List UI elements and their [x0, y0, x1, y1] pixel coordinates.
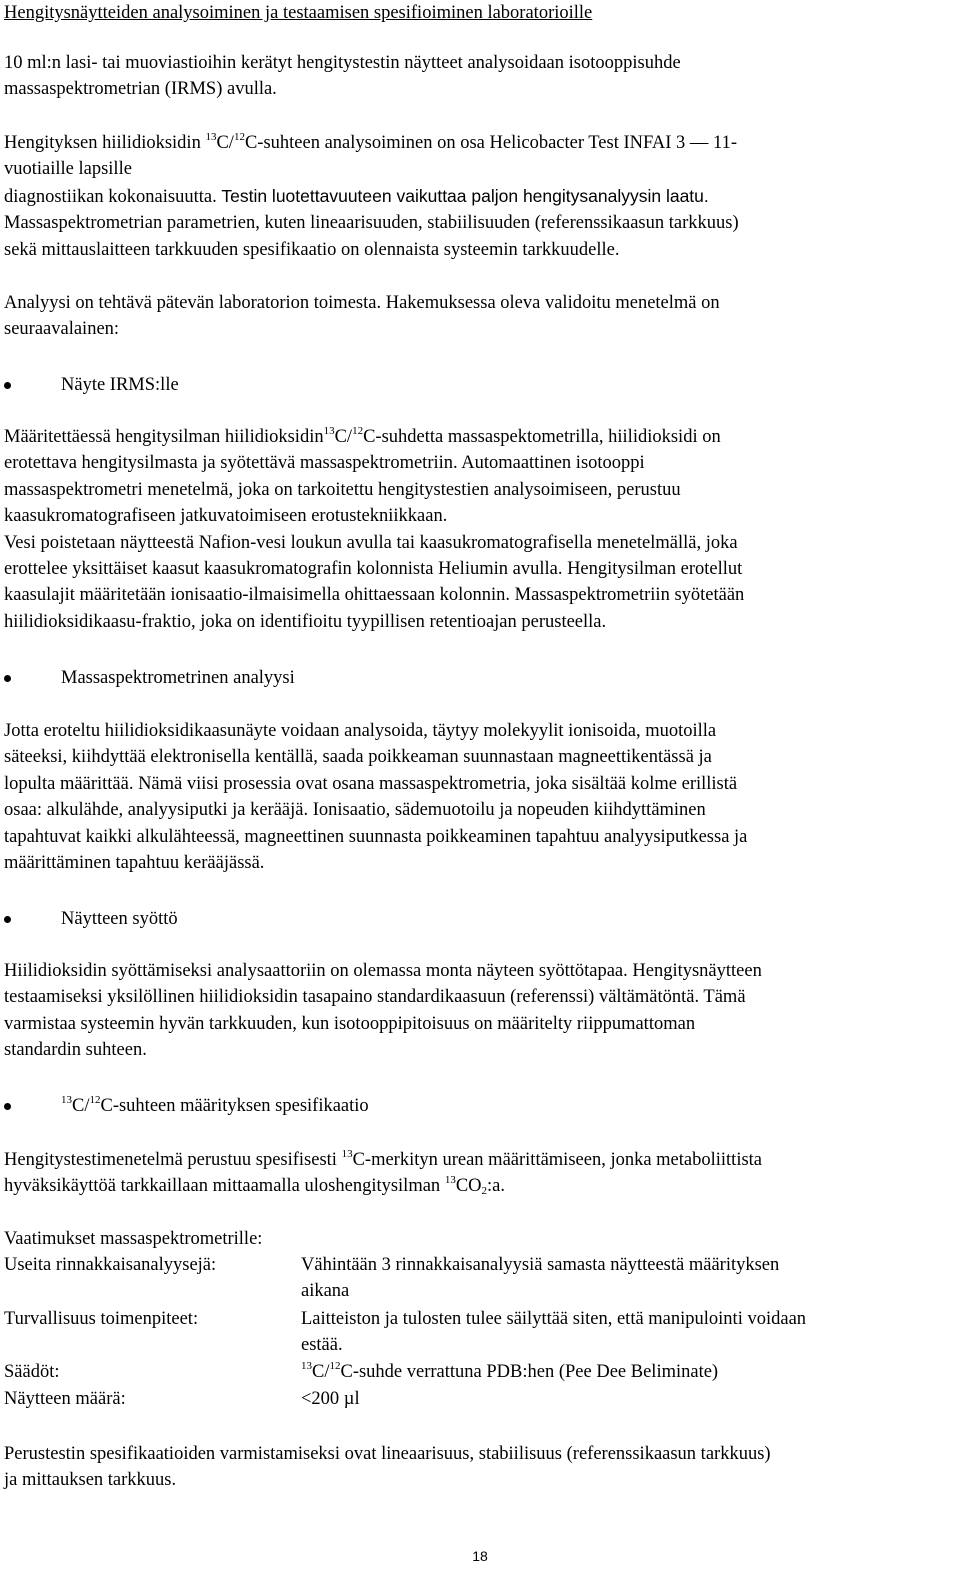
- text-fragment: C-suhdetta massaspektometrilla, hiilidioksidi on erotettava hengitysilmasta ja syötettävä massaspektrometriin. Automaattinen isotooppi massaspektrometri menetelmä, joka on tarkoitettu hengitystestien analysoimiseen, perustuu kaasukromatografiseen jatkuvatoimiseen erotustekniikkaan. Vesi poistetaan näytteestä Nafion-vesi loukun avulla tai kaasukromatografisella menetelmällä, joka erottelee yksittäiset kaasut kaasukromatografin kolonnista Heliumin avulla. Hengitysilman erotellut kaasulajit määritetään ionisaatio-ilmaisimella ohittaessaan kolonnin. Massaspektrometriin syötetään hiilidioksidikaasu-fraktio, joka on identifioitu tyypillisen retentioajan perusteella.: [4, 427, 745, 632]
- text-fragment: CO: [455, 1176, 482, 1197]
- superscript-13: 13: [444, 1174, 456, 1187]
- text-fragment: C-merkityn urean määrittämiseen, jonka metaboliittista hyväksikäyttöä tarkkaillaan mittaamalla uloshengitysilman: [4, 1150, 763, 1197]
- superscript-13: 13: [301, 1360, 312, 1372]
- paragraph-laboratory: Analyysi on tehtävä pätevän laboratorion toimesta. Hakemuksessa oleva validoitu menetelmä on seuraavalainen:: [4, 293, 720, 340]
- text-fragment: C/: [216, 133, 234, 153]
- requirement-value: Vähintään 3 rinnakkaisanalyysiä samasta näytteestä määrityksen aikana: [301, 1255, 780, 1302]
- paragraph-mass-spectrometry: Jotta eroteltu hiilidioksidikaasunäyte voidaan analysoida, täytyy molekyylit ionisoida, muotoilla säteeksi, kiihdyttää elektronisella kentällä, saada poikkeaman suunnastaan magneettikentässä ja lopulta määrittää. Nämä viisi prosessia ovat osana massaspektrometria, joka sisältää kolme erillistä osaa: alkulähde, analyysiputki ja kerääjä. Ionisaatio, sädemuotoilu ja nopeuden kiihdyttäminen tapahtuvat kaikki alkulähteessä, magneettinen suunnasta poikkeaminen tapahtuu analyysiputkessa ja määrittäminen tapahtuu kerääjässä.: [4, 721, 748, 874]
- text-fragment: Hengityksen hiilidioksidin: [4, 133, 206, 153]
- text-fragment: :a.: [487, 1176, 505, 1197]
- text-fragment: C/: [334, 427, 353, 447]
- bullet-icon: [4, 382, 11, 389]
- requirement-key: Näytteen määrä:: [4, 1389, 126, 1409]
- requirements-heading: Vaatimukset massaspektrometrille:: [4, 1229, 263, 1249]
- bullet-item-mass-spectrometry: [4, 665, 954, 691]
- superscript-13: 13: [205, 131, 217, 143]
- paragraph-sample-irms: [4, 424, 744, 635]
- bullet-label: Näytteen syöttö: [61, 909, 178, 929]
- superscript-13: 13: [341, 1148, 353, 1160]
- requirement-row: [4, 1386, 954, 1413]
- paragraph-irms: 10 ml:n lasi- tai muoviastioihin kerätyt hengitystestin näytteet analysoidaan isotooppisuhde massaspektrometrian (IRMS) avulla.: [4, 53, 681, 100]
- bullet-item-sample: [4, 372, 954, 398]
- text-fragment: C-suhteen määrityksen spesifikaatio: [100, 1096, 369, 1116]
- requirement-key: Useita rinnakkaisanalyysejä:: [4, 1255, 217, 1275]
- text-fragment: Määritettäessä hengitysilman hiilidioksidin: [4, 427, 324, 447]
- text-fragment: C/: [312, 1362, 330, 1382]
- bullet-label: Massaspektrometrinen analyysi: [61, 668, 295, 688]
- paragraph-breath-test-method: [4, 1147, 762, 1200]
- superscript-13: 13: [323, 425, 335, 437]
- subscript-2: 2: [481, 1185, 488, 1198]
- text-fragment: Massaspektrometrian parametrien, kuten lineaarisuuden, stabiilisuuden (referenssikaasun tarkkuus) sekä mittauslaitteen tarkkuuden spesifikaatio on olennaista systeemin tarkkuudelle.: [4, 213, 739, 260]
- requirement-row: [4, 1252, 954, 1306]
- text-fragment: Hengitystestimenetelmä perustuu spesifisesti: [4, 1150, 342, 1170]
- requirement-row: [4, 1306, 954, 1360]
- requirement-value: Laitteiston ja tulosten tulee säilyttää siten, että manipulointi voidaan estää.: [301, 1309, 807, 1356]
- superscript-12: 12: [329, 1360, 341, 1372]
- paragraph-ratio-analysis: [4, 130, 739, 263]
- section-title: Hengitysnäytteiden analysoiminen ja testaamisen spesifioiminen laboratorioille: [4, 3, 593, 23]
- bullet-icon: [4, 916, 11, 923]
- requirement-key: Turvallisuus toimenpiteet:: [4, 1309, 199, 1329]
- requirement-value: <200 µl: [301, 1389, 360, 1409]
- paragraph-basic-test-spec: Perustestin spesifikaatioiden varmistamiseksi ovat lineaarisuus, stabiilisuus (referenssikaasun tarkkuus) ja mittauksen tarkkuus.: [4, 1444, 771, 1491]
- superscript-13: 13: [61, 1094, 72, 1106]
- bullet-icon: [4, 675, 11, 682]
- text-fragment: C/: [72, 1096, 90, 1116]
- bullet-icon: [4, 1103, 11, 1110]
- bullet-label: Näyte IRMS:lle: [61, 375, 179, 395]
- text-fragment: C-suhteen analysoiminen on osa Helicobacter Test INFAI 3 — 11- vuotiaille lapsille diagnostiikan kokonaisuutta.: [4, 133, 738, 207]
- superscript-12: 12: [89, 1094, 101, 1106]
- paragraph-sample-input: Hiilidioksidin syöttämiseksi analysaattoriin on olemassa monta näyteen syöttötapaa. Hengitysnäytteen testaamiseksi yksilöllinen hiilidioksidin tasapaino standardikaasuun (referenssi) vältämätöntä. Tämä varmistaa systeemin hyvän tarkkuuden, kun isotooppipitoisuus on määritelty riippumattoman standardin suhteen.: [4, 961, 762, 1061]
- page-number: 18: [472, 1548, 488, 1564]
- text-fragment: C-suhde verrattuna PDB:hen (Pee Dee Beliminate): [340, 1362, 719, 1382]
- superscript-12: 12: [352, 425, 364, 437]
- bullet-item-ratio-spec: [4, 1093, 954, 1119]
- bullet-label: [61, 1093, 369, 1119]
- bullet-item-sample-input: [4, 906, 954, 932]
- superscript-12: 12: [233, 131, 245, 143]
- requirement-row: [4, 1359, 954, 1386]
- requirement-value: [301, 1359, 941, 1385]
- emphasis-sans-text: Testin luotettavuuteen vaikuttaa paljon hengitysanalyysin laatu.: [221, 185, 709, 206]
- requirement-key: Säädöt:: [4, 1362, 60, 1382]
